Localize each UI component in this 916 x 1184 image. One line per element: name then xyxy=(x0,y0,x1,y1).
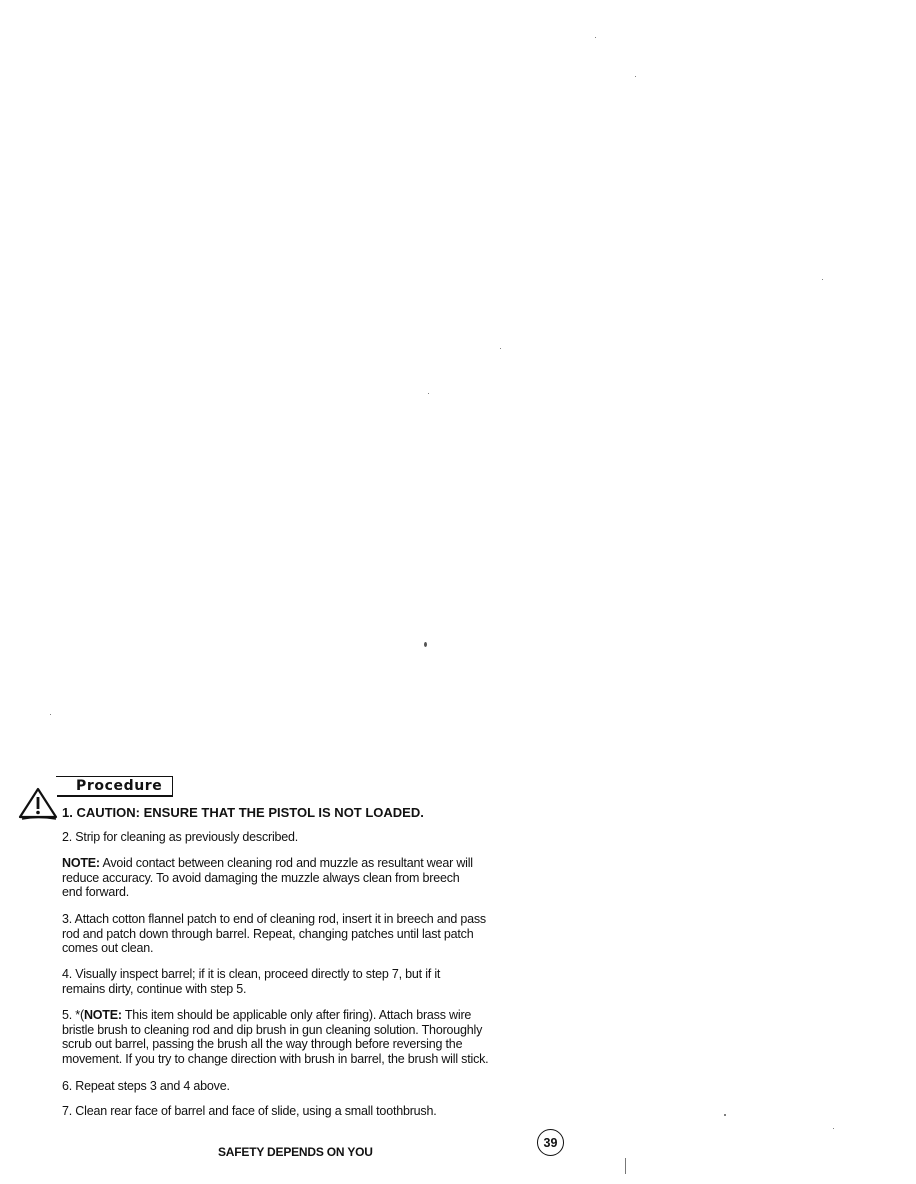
scan-speck xyxy=(428,393,429,394)
step-5-note-label: NOTE: xyxy=(83,1008,122,1022)
scan-speck xyxy=(50,714,51,715)
step-5 xyxy=(62,1008,582,1066)
note-label: NOTE: xyxy=(62,856,100,870)
scan-edge-mark xyxy=(625,1158,626,1174)
warning-triangle-icon xyxy=(18,787,58,821)
step-5-line-3: scrub out barrel, passing the brush all the way through before reversing the xyxy=(62,1037,463,1051)
step-4-line-1: 4. Visually inspect barrel; if it is clean, proceed directly to step 7, but if it xyxy=(62,967,441,981)
scan-speck xyxy=(635,76,636,77)
step-4-line-2: remains dirty, continue with step 5. xyxy=(62,981,247,996)
step-3 xyxy=(62,912,582,956)
step-3-line-3: comes out clean. xyxy=(62,941,154,955)
page-number xyxy=(537,1129,564,1156)
scan-speck xyxy=(500,348,501,349)
step-1-caution: 1. CAUTION: ENSURE THAT THE PISTOL IS NOT LOADED. xyxy=(62,805,424,820)
procedure-underline xyxy=(57,796,173,797)
note-text-line-2: reduce accuracy. To avoid damaging the muzzle always clean from breech xyxy=(62,870,460,885)
step-5-line-1: This item should be applicable only after firing). Attach brass wire xyxy=(121,1008,472,1022)
page-number-text: 39 xyxy=(543,1135,558,1150)
step-5-line-2: bristle brush to cleaning rod and dip brush in gun cleaning solution. Thoroughly xyxy=(62,1022,483,1037)
scan-speck xyxy=(822,279,823,280)
scan-speck xyxy=(424,642,427,647)
step-5-prefix: 5. *( xyxy=(62,1008,84,1022)
step-3-line-1: 3. Attach cotton flannel patch to end of cleaning rod, insert it in breech and pass xyxy=(62,912,486,926)
step-6: 6. Repeat steps 3 and 4 above. xyxy=(62,1079,230,1093)
scan-speck xyxy=(595,37,596,38)
scan-speck xyxy=(833,1128,834,1129)
step-3-line-2: rod and patch down through barrel. Repeat, changing patches until last patch xyxy=(62,926,474,941)
note-block xyxy=(62,856,582,900)
step-5-line-4: movement. If you try to change direction with brush in barrel, the brush will stick. xyxy=(62,1051,489,1066)
procedure-heading: Procedure xyxy=(76,778,163,794)
footer-slogan: SAFETY DEPENDS ON YOU xyxy=(218,1145,373,1159)
step-2: 2. Strip for cleaning as previously described. xyxy=(62,830,299,844)
note-text-line-3: end forward. xyxy=(62,885,130,899)
note-text-line-1: Avoid contact between cleaning rod and muzzle as resultant wear will xyxy=(99,856,473,870)
scan-speck xyxy=(724,1114,726,1116)
step-7: 7. Clean rear face of barrel and face of slide, using a small toothbrush. xyxy=(62,1104,437,1118)
step-4 xyxy=(62,967,582,996)
